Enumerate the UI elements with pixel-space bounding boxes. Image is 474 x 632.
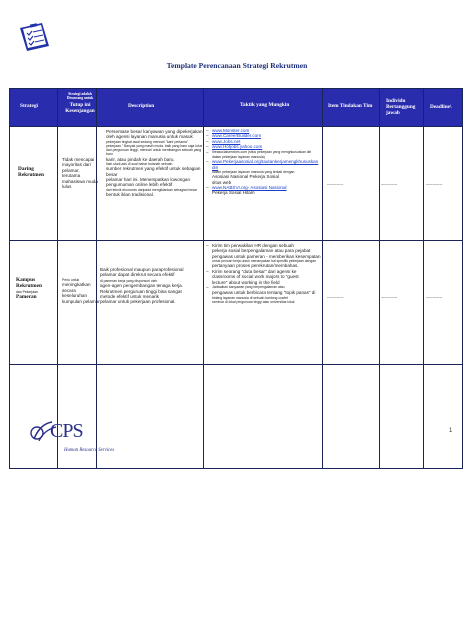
row2-deadline-blank: _____ xyxy=(426,293,443,299)
line-text: Pekerja Sosial Hitam xyxy=(212,190,255,196)
bullet-marker: – xyxy=(206,159,209,165)
row2-taktik xyxy=(206,243,324,304)
line-text: Ilreasocialservices.com (situs pekerjaan yang menghkususkan diri xyxy=(212,149,312,154)
text-line xyxy=(62,299,102,304)
line-text: seminar di lokal pergunuan tinggi atau universitas lokal xyxy=(212,300,295,305)
row2-strategi xyxy=(16,277,56,300)
line-text: sumber rekrutmen yang efektif untuk sebagian besar xyxy=(106,166,201,177)
row2-strategi-small: dan Pekerjaan xyxy=(16,289,38,294)
line-text: oleh agensi layanan manusia untuk masuk xyxy=(106,134,193,140)
line-text: meningkatkan xyxy=(62,282,91,288)
bullet-marker: – xyxy=(206,133,209,139)
line-text: lulus xyxy=(62,184,72,190)
row1-strategi: Daring Rekrutmen xyxy=(18,166,44,179)
header-tujuan-small: Strategi adalah Dirancang untuk xyxy=(66,92,94,100)
line-text: dalam pekerjaan layanan manusia) xyxy=(212,155,265,160)
page-title: Template Perencanaan Strategi Rekrutmen xyxy=(166,61,308,70)
line-text: bidang layanan manusia di sebuah kantong cowlet xyxy=(212,295,288,300)
tactic-link[interactable]: www.CareerBuilder.com xyxy=(212,133,262,139)
line-text: secara keseluruhan xyxy=(62,287,88,299)
text-line xyxy=(206,159,324,170)
bullet-marker: – xyxy=(206,128,209,133)
line-text: Tidak mencapai xyxy=(62,157,95,162)
line-text: Baik profesional maupun paraprofesional xyxy=(100,267,184,272)
line-text: Kirim seorang "duta besar" dari agensi ke xyxy=(212,268,297,274)
header-taktik: Taktik yang Mungkin xyxy=(240,102,290,108)
tactic-link[interactable]: www.Pekerjaasosial.org/tautankerjamengkhususkan diri xyxy=(212,159,319,170)
line-text: pekerjaan." Banyak yang masih muda, baik yang baru saja lulus xyxy=(106,144,203,149)
line-text: mahasiswa muda xyxy=(62,178,98,184)
line-text: Persentase besar kanyawan yang dipekerjakan xyxy=(106,129,203,134)
line-text: karir, atau pindah ke daerah baru. xyxy=(106,156,175,162)
clipboard-checklist-icon xyxy=(18,20,52,54)
text-line xyxy=(100,166,204,177)
line-text: pengumuman online lebih efektif xyxy=(106,182,173,188)
cps-brand: CPS xyxy=(50,420,83,442)
row2-individu-blank: _____ xyxy=(381,293,398,299)
cps-tagline: Human Resource Services xyxy=(64,448,115,453)
bullet-marker: – xyxy=(206,285,209,291)
tactic-link[interactable]: www.Monster.com xyxy=(212,128,250,133)
line-text: bentuk iklan tradisional. xyxy=(106,192,155,198)
line-text: terutama xyxy=(62,173,81,179)
row1-description xyxy=(100,129,204,197)
row1-deadline-blank: _____ xyxy=(426,180,443,186)
line-text: classrooms of social work majors to "guest xyxy=(212,274,299,280)
row2-tujuan xyxy=(62,277,102,304)
row2-item-blank: _____ xyxy=(327,293,344,299)
page-number: 1 xyxy=(449,428,453,434)
header-deadline: Deadline\ xyxy=(430,104,452,110)
tactic-link[interactable]: www.Hotjobs.yahoo.com xyxy=(212,144,263,150)
line-text: metode efektif untuk menarik xyxy=(100,294,159,300)
line-text: Asosiasi Nasional Pekerja Sosial xyxy=(212,174,279,180)
line-text: lecture" about working in the field xyxy=(212,279,280,285)
cps-logo xyxy=(30,420,115,453)
bullet-marker: – xyxy=(206,149,209,155)
line-text: situs web xyxy=(212,179,232,185)
text-line xyxy=(100,192,204,197)
bullet-marker: – xyxy=(206,268,209,274)
text-line xyxy=(100,148,204,156)
row2-strategi-label: Kampus Rekrutmen xyxy=(16,277,42,290)
line-text: Rekrutmen perguruan tinggi bisa sangat xyxy=(100,288,182,294)
tactic-link[interactable]: www.Jobs.net xyxy=(212,138,241,144)
line-text: mayoritas dari xyxy=(62,162,91,168)
text-line xyxy=(100,299,204,304)
text-line xyxy=(62,184,102,189)
line-text: pekerjaan tingkat awal sedang mencari "karir pertama" xyxy=(106,139,189,144)
line-text: dalam pekerjaan layanan manusia yang terkait dengan xyxy=(212,170,295,175)
row2-strategi-label2: Pameran xyxy=(16,294,37,301)
line-text: Kirim tim perwakilan HR dengan sebuah xyxy=(212,243,294,248)
line-text: di pameran kerja yang disponsori oleh xyxy=(100,278,158,283)
table-header xyxy=(10,89,462,126)
row1-tujuan xyxy=(62,157,102,189)
bullet-marker: – xyxy=(206,185,209,191)
line-text: pertanyaan proses perekrutan/membahas. xyxy=(212,263,299,269)
strategy-table xyxy=(9,88,463,469)
line-text: Perlu untuk xyxy=(62,278,80,282)
line-text: pekerja sosial berpengalaman atau para pejabat xyxy=(212,248,311,254)
line-text: dari pergunuan tinggi, mencari untuk membangun sebuah yang baru xyxy=(106,148,202,157)
row1-individu-blank: _____ xyxy=(381,180,398,186)
line-text: pelamar, xyxy=(62,167,80,173)
header-tujuan: Tutup ini Kesenjangan xyxy=(65,102,95,114)
line-text: pelamar dapat direkrut secara efektif xyxy=(100,272,175,278)
text-line xyxy=(206,190,324,195)
row2-description xyxy=(100,267,204,305)
row1-item-blank: _____ xyxy=(327,180,344,186)
header-description: Description xyxy=(128,103,155,109)
line-text: pengawas untuk berbicara tentang "topik panas" di xyxy=(212,290,316,296)
header-item: Item Tindakan Tim xyxy=(328,103,373,109)
bullet-marker: – xyxy=(206,138,209,144)
row1-taktik xyxy=(206,128,324,196)
text-line xyxy=(62,288,102,299)
text-line xyxy=(206,300,324,304)
line-text: kumpulan pelamar xyxy=(62,298,100,304)
tactic-link[interactable]: www.NABSVI.org- Asosiasi Nasional xyxy=(212,185,287,191)
bullet-marker: – xyxy=(206,243,209,248)
header-strategi: Strategi xyxy=(20,103,38,109)
line-text: untuk pencari kerja untuk menanyakan hal spesifik pekerjaan dengan xyxy=(212,259,317,264)
bullet-marker: – xyxy=(206,144,209,150)
line-text: pengawas untuk pameran - memberikan kesempatan xyxy=(212,253,321,259)
line-text: Ilain studi-ads di soal bahar bulanah sebuah xyxy=(106,162,173,167)
line-text: agen-agen pengembangan tenaga kerja. xyxy=(100,283,184,289)
line-text: pelamar hari ini. Menempatkan lowongan xyxy=(106,177,191,183)
line-text: pelamar untuk pekerjaan profesional. xyxy=(100,299,176,305)
header-individu: Individu Bertanggung jawab xyxy=(386,98,416,116)
line-text: Jadwalkan kanyawan yang berpengalaman atau xyxy=(212,285,285,290)
line-text: dari teknik ekonomis daripada mengiklankan sebagian besar xyxy=(106,187,198,192)
